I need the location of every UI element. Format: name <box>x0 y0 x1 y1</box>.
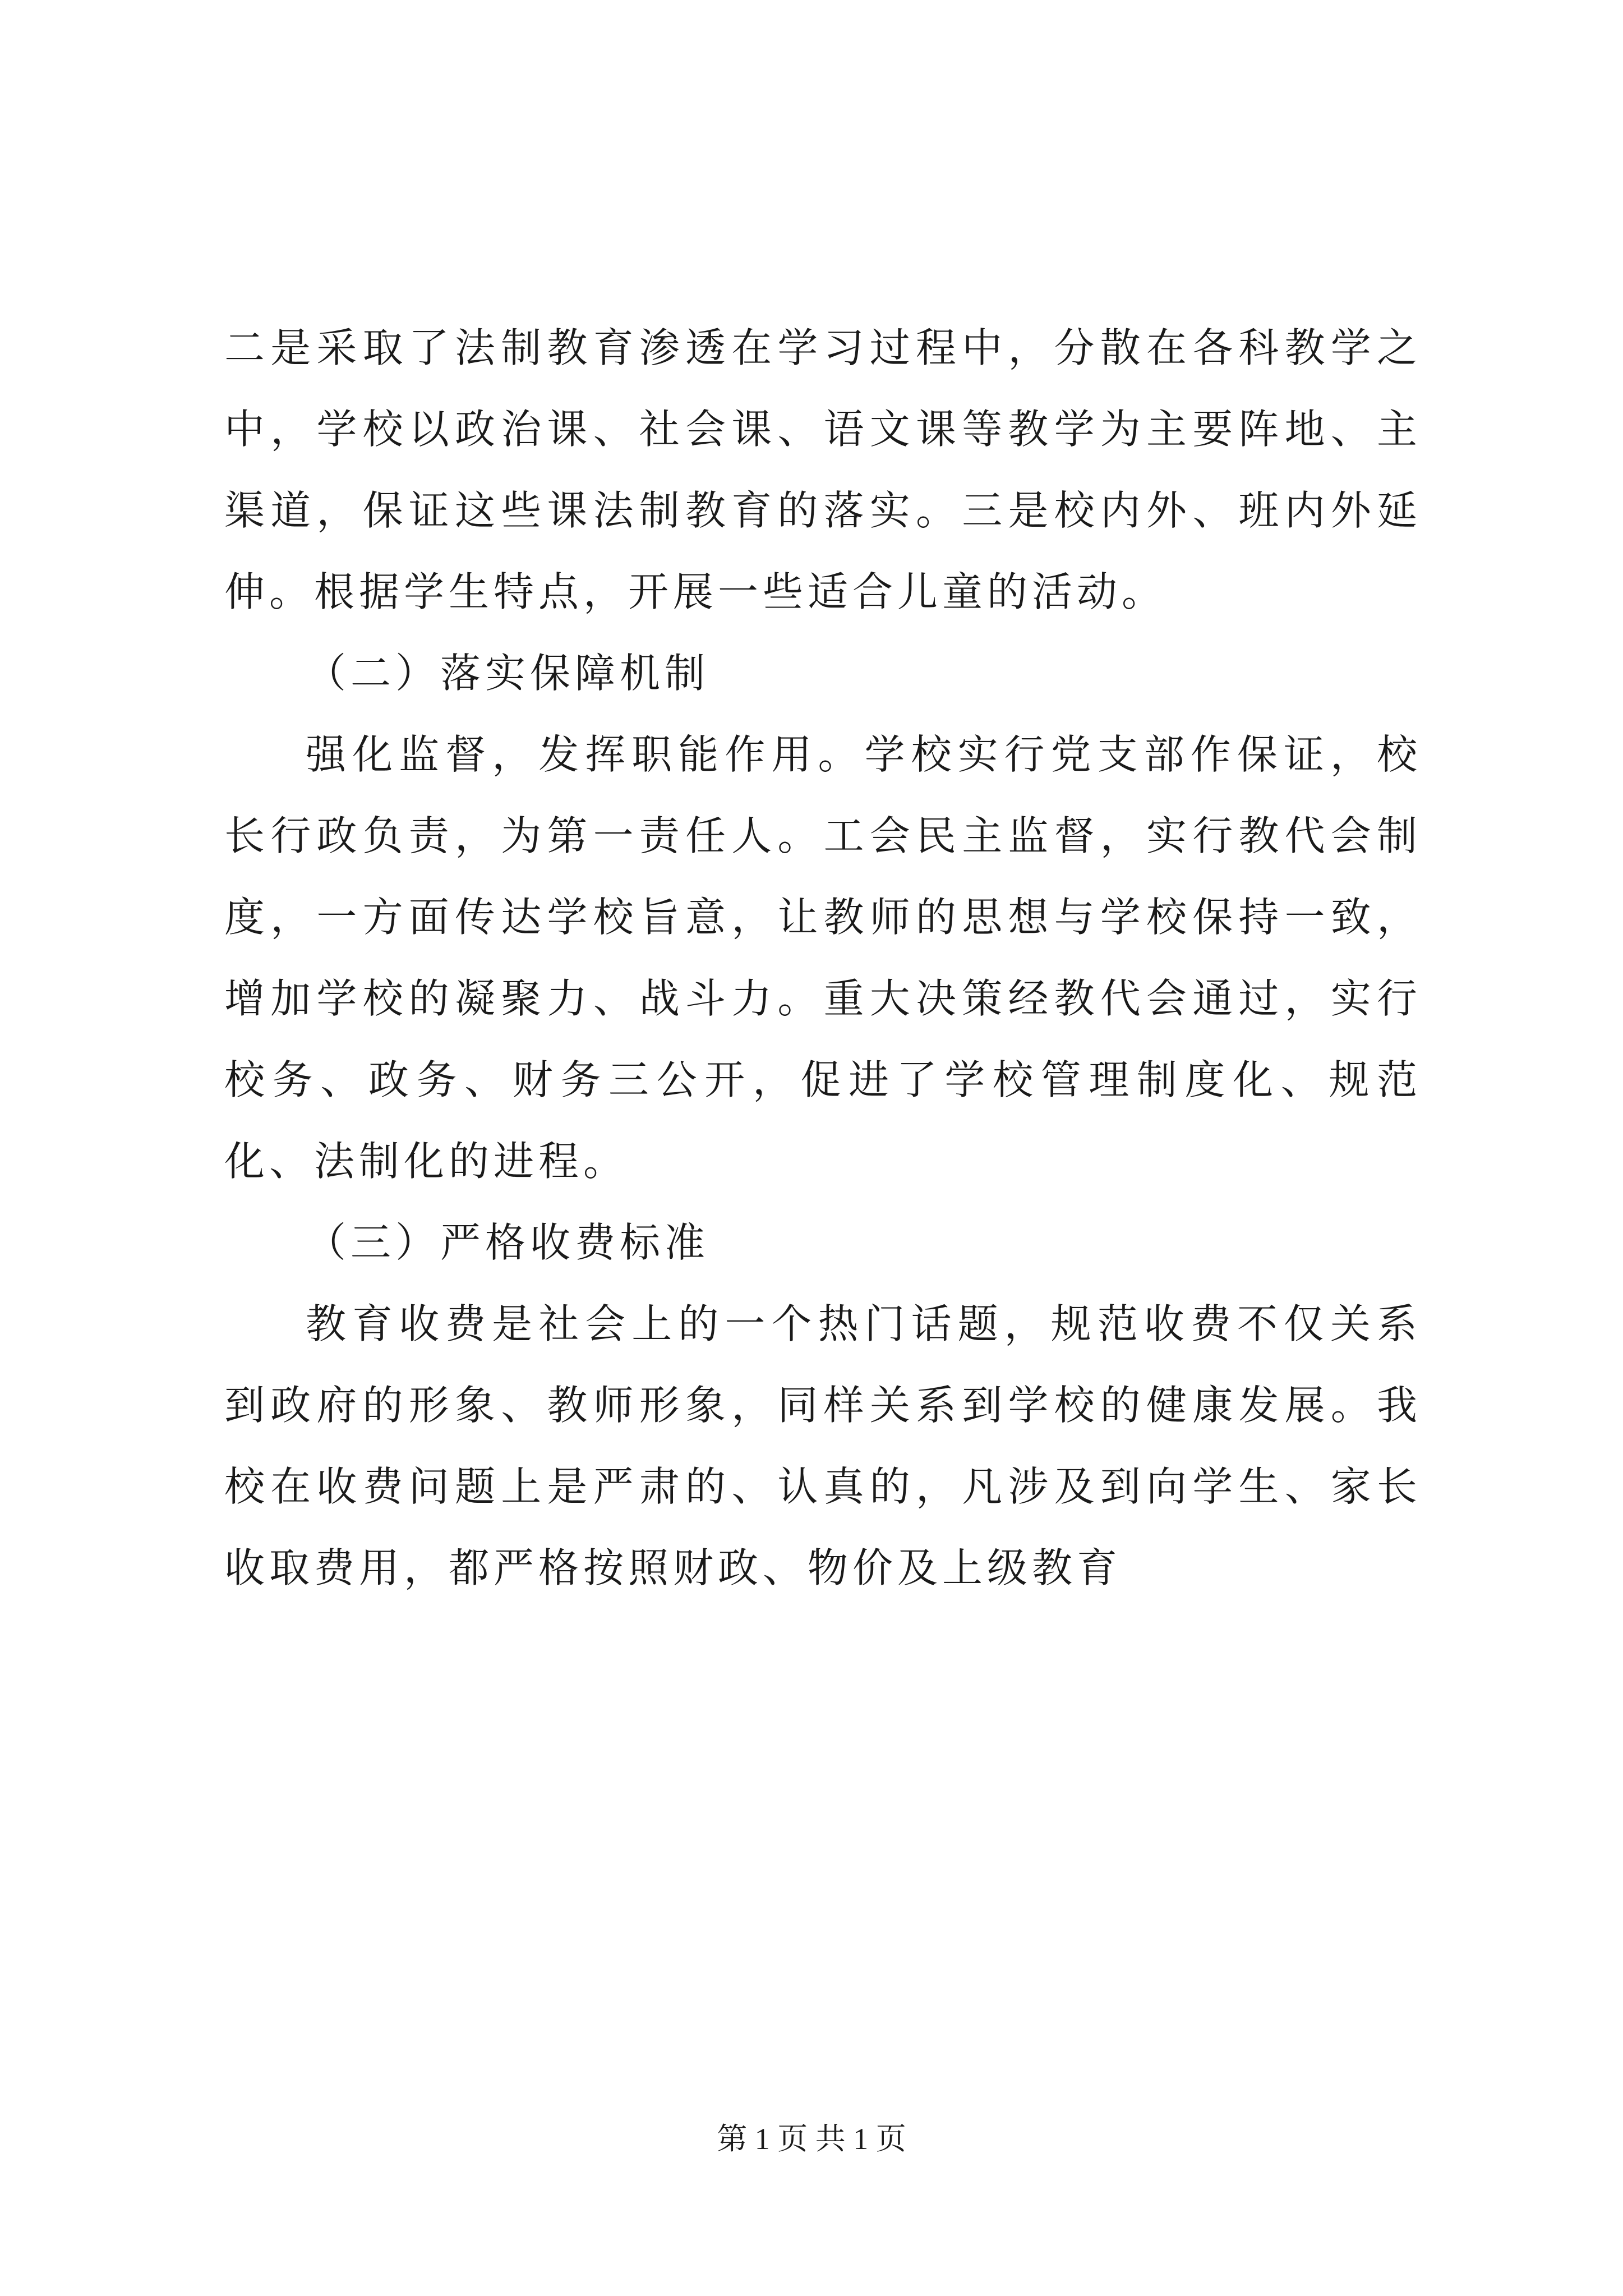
paragraph-1: 二是采取了法制教育渗透在学习过程中，分散在各科教学之中，学校以政治课、社会课、语文课等教学为主要阵地、主渠道，保证这些课法制教育的落实。三是校内外、班内外延伸。根据学生特点，开展一些适合儿童的活动。 <box>224 324 1422 615</box>
body-text <box>224 307 1422 1609</box>
page-number-label: 第 1 页 共 1 页 <box>717 2122 906 2156</box>
section-heading-2: （二）落实保障机制 <box>306 650 710 697</box>
section-heading-3: （三）严格收费标准 <box>306 1219 710 1266</box>
page-footer <box>0 2119 1623 2159</box>
paragraph-3: 教育收费是社会上的一个热门话题，规范收费不仅关系到政府的形象、教师形象，同样关系到学校的健康发展。我校在收费问题上是严肃的、认真的，凡涉及到向学生、家长收取费用，都严格按照财政、物价及上级教育 <box>224 1300 1422 1591</box>
paragraph-2: 强化监督，发挥职能作用。学校实行党支部作保证，校长行政负责，为第一责任人。工会民主监督，实行教代会制度，一方面传达学校旨意，让教师的思想与学校保持一致，增加学校的凝聚力、战斗力。重大决策经教代会通过，实行校务、政务、财务三公开，促进了学校管理制度化、规范化、法制化的进程。 <box>224 731 1422 1185</box>
